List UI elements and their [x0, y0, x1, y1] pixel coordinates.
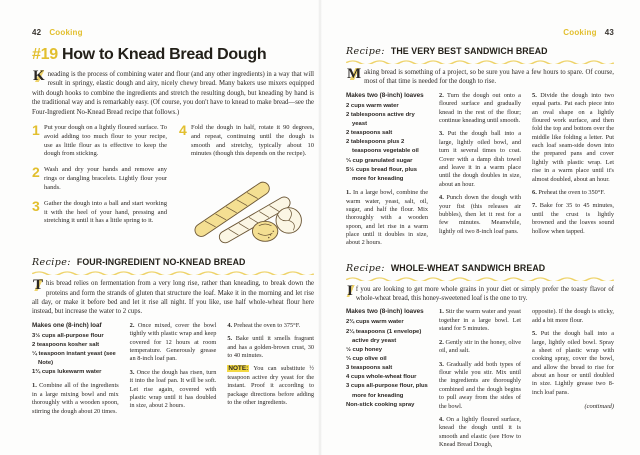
page-right: [320, 0, 640, 455]
recipe-yield: Makes two (8-inch) loaves: [346, 308, 424, 316]
recipe-col-1: [32, 322, 119, 421]
page-header-left: [32, 28, 314, 37]
recipe-col-1: [346, 308, 428, 454]
recipe-sandwich: [346, 46, 614, 253]
step-number: 4: [179, 121, 187, 138]
ingredient: 3 teaspoons salt: [346, 365, 393, 372]
recipe-col-2: [130, 322, 217, 421]
recipe-label: Recipe:: [346, 262, 385, 274]
recipe-col-3: [532, 92, 614, 253]
recipe-step: 3. Put the dough ball into a large, lightly oiled bowl, and turn it several times to coat. Cover with a damp dish towel and leave it in a warm place until the dough doubles in size, about an hour.: [439, 130, 521, 188]
step-number: 5.: [227, 335, 233, 343]
page-gutter: [318, 0, 322, 455]
ingredient: Non-stick cooking spray: [346, 401, 415, 408]
step-number: 7.: [532, 202, 537, 210]
recipe-title: FOUR-INGREDIENT NO-KNEAD BREAD: [76, 257, 246, 268]
recipe-yield: Makes one (8-inch) loaf: [32, 321, 102, 329]
wavy-divider-icon: [346, 276, 614, 281]
recipe-intro: T his bread relies on fermentation from a very long rise, rather than kneading, to break down the proteins and form the strands of gluten that structure the loaf. Make it in the morning and let rise all day, or make it before bed and let it rise all night. If you like, use half whole-wheat flour here instead, but increase the water to 2 cups.: [32, 277, 314, 316]
article-steps-col-2: [179, 121, 314, 244]
recipe-label: Recipe:: [346, 46, 385, 57]
recipe-whole-wheat: [346, 263, 614, 455]
recipe-columns: [346, 308, 614, 454]
step-number: 3.: [439, 360, 444, 368]
recipe-title: WHOLE-WHEAT SANDWICH BREAD: [390, 262, 546, 273]
ingredient-list: [346, 318, 428, 409]
recipe-label: Recipe:: [32, 257, 71, 269]
recipe-step: 1. In a large bowl, combine the warm water, yeast, salt, oil, sugar, and half the flour. Mix thoroughly with a wooden spoon, and let rise in a warm place until it doubles in size, about 2 hours.: [346, 189, 428, 247]
ingredient: ⅓ cup olive oil: [346, 356, 387, 362]
recipe-yield: Makes two (8-inch) loaves: [346, 91, 424, 99]
recipe-columns: [346, 92, 614, 253]
step-number: 5.: [532, 330, 537, 338]
recipe-step: 4. On a lightly floured surface, knead the dough until it is smooth and elastic (see How to Knead Bread Dough,: [439, 415, 521, 449]
dropcap: K: [33, 68, 45, 84]
step-number: 5.: [532, 91, 537, 99]
recipe-step-continuation: opposite). If the dough is sticky, add a bit more flour.: [532, 308, 614, 324]
ingredient: 3½ cups all-purpose flour: [32, 332, 104, 339]
ingredient: ⅓ cup granulated sugar: [346, 157, 413, 164]
article-steps-col-1: [32, 121, 167, 244]
article-step: 2 Wash and dry your hands and remove any rings or dangling bracelets. Lightly flour your hands.: [32, 164, 167, 191]
dropcap: M: [347, 66, 362, 82]
recipe-step: 4. Preheat the oven to 375°F.: [227, 321, 301, 329]
article-steps: [32, 121, 314, 244]
recipe-col-3: [227, 322, 314, 421]
page-number: 42: [32, 28, 42, 37]
continued-marker: (continued): [584, 403, 614, 411]
ingredient: 4 cups whole-wheat flour: [346, 374, 417, 381]
step-number: 4.: [439, 415, 444, 423]
step-number: 4.: [227, 321, 233, 329]
recipe-col-3: [532, 308, 614, 454]
wavy-divider-icon: [32, 270, 314, 275]
recipe-step: 2. Gently stir in the honey, olive oil, and salt.: [439, 338, 521, 355]
recipe-step: 7. Bake for 35 to 45 minutes, until the crust is lightly browned and the loaves sound hollow when tapped.: [532, 202, 614, 235]
ingredient-list: [32, 332, 119, 378]
recipe-heading: [346, 46, 614, 57]
step-number: 2.: [439, 91, 444, 99]
page-number: 43: [604, 28, 614, 37]
recipe-intro: I f you are looking to get more whole grains in your diet or simply prefer the toasty flavor of whole-wheat bread, this honey-sweetened loaf is the one to try.: [347, 282, 614, 303]
step-number: 6.: [532, 188, 537, 196]
dropcap: I: [347, 282, 353, 299]
recipe-step: 6. Preheat the oven to 350°F.: [532, 188, 605, 196]
bread-loaves-illustration-icon: [183, 166, 311, 244]
recipe-heading: [32, 257, 314, 268]
recipe-col-2: [439, 308, 521, 454]
article-title-text: How to Knead Bread Dough: [61, 46, 267, 63]
recipe-step: 2. Once mixed, cover the bowl tightly with plastic wrap and keep covered for 12 hours at room temperature. Generously grease an 8-inch loaf pan.: [129, 321, 217, 363]
page-header-right: [346, 28, 614, 37]
recipe-step: 1. Combine all of the ingredients in a large mixing bowl and mix thoroughly with a wooden spoon, stirring the dough about 20 times.: [32, 382, 119, 415]
recipe-columns: [32, 322, 314, 421]
recipe-note: NOTE: You can substitute ½ teaspoon active dry yeast for the instant. Proof it according to package directions before adding to the other ingredients.: [227, 365, 315, 407]
ingredient: ½ cup honey: [346, 346, 383, 353]
ingredient: 2¾ cups warm water: [346, 319, 404, 326]
recipe-step: 2. Turn the dough out onto a floured surface and gradually knead in the rest of the flour; continue kneading until smooth.: [439, 91, 521, 124]
article-intro: K neading is the process of combining water and flour (and any other ingredients) in a way that will result in springy, elastic dough and airy, nicely chewy bread. Many bakers use mixers equipped with dough hooks to combine the ingredients and stretch the resulting dough, but kneading by hand is the traditional way and is remarkably easy. (Of course, you don't have to knead to make bread—see the Four-Ingredient No-Knead Bread recipe that follows.): [32, 68, 314, 116]
recipe-col-1: [346, 92, 428, 253]
step-number: 4.: [439, 194, 444, 202]
recipe-no-knead: [32, 257, 314, 421]
step-number: 1.: [439, 308, 444, 316]
recipe-step: 4. Punch down the dough with your fist (this releases air bubbles), then let it rest for a few minutes. Meanwhile, lightly oil two 8-inch loaf pans.: [439, 194, 521, 235]
section-label: Cooking: [49, 28, 83, 37]
ingredient: 2 teaspoons kosher salt: [32, 341, 100, 348]
step-number: 2.: [439, 338, 444, 346]
dropcap: T: [33, 277, 44, 294]
step-number: 2: [32, 164, 40, 181]
article-title: [32, 46, 314, 64]
article-step: 3 Gather the dough into a ball and start working it with the heel of your hand, pressing and stretching it until it has a little spring to it.: [32, 197, 167, 225]
ingredient: 2 teaspoons salt: [346, 130, 393, 137]
ingredient: 2 cups warm water: [346, 102, 399, 109]
step-number: 3.: [439, 130, 444, 138]
recipe-step: 3. Gradually add both types of flour while you stir. Mix until the ingredients are thoroughly combined and the dough begins to pull away from the sides of the bowl.: [439, 360, 521, 410]
step-number: 2.: [129, 321, 135, 329]
ingredient: 2 tablespoons plus 2 teaspoons vegetable oil: [346, 139, 419, 155]
ingredient: 1¾ cups lukewarm water: [32, 369, 102, 376]
ingredient: 2¼ teaspoons (1 envelope) active dry yeast: [346, 328, 422, 344]
recipe-col-2: [439, 92, 521, 253]
ingredient-list: [346, 102, 428, 184]
step-number: 1.: [32, 382, 37, 390]
recipe-step: 5. Put the dough ball into a large, lightly oiled bowl. Spray a sheet of plastic wrap with cooking spray, cover the bowl, and allow the bread to rise for about an hour or until doubled in size. Lightly grease two 8-inch loaf pans.: [532, 330, 614, 396]
recipe-title: THE VERY BEST SANDWICH BREAD: [390, 46, 548, 56]
note-label: NOTE:: [228, 365, 249, 373]
recipe-heading: [346, 263, 614, 274]
article-number: #19: [32, 46, 58, 63]
step-number: 1: [32, 121, 40, 138]
section-label: Cooking: [563, 28, 597, 37]
step-number: 1.: [346, 189, 351, 197]
recipe-step: 5. Divide the dough into two equal parts. Pat each piece into an oval shape on a lightly floured work surface, and then fold the top and bottom over the middle like folding a letter. Put each loaf seam-side down into the prepared pans and cover lightly with plastic wrap. Let rise in a warm place until it's almost doubled, about an hour.: [532, 91, 614, 183]
ingredient: 3 cups all-purpose flour, plus more for kneading: [346, 383, 428, 399]
ingredient: 2 tablespoons active dry yeast: [346, 111, 415, 128]
recipe-step: 1. Stir the warm water and yeast together in a large bowl. Let stand for 5 minutes.: [439, 308, 522, 333]
wavy-divider-icon: [346, 59, 614, 64]
ingredient: ¼ teaspoon instant yeast (see Note): [32, 350, 116, 367]
ingredient: 5½ cups bread flour, plus more for kneading: [346, 166, 418, 182]
recipe-step: 3. Once the dough has risen, turn it into the loaf pan. It will be soft. Let rise again, covered with plastic wrap until it has doubled in size, about 2 hours.: [129, 368, 217, 410]
article-step: 4 Fold the dough in half, rotate it 90 degrees, and repeat, continuing until the dough is smooth and stretchy, typically about 10 minutes (though this depends on the recipe).: [179, 121, 314, 158]
step-number: 3.: [129, 368, 135, 376]
recipe-intro: M aking bread is something of a project, so be sure you have a few hours to spare. Of course, most of that time is needed for the dough to rise.: [347, 66, 614, 86]
article-step: 1 Put your dough on a lightly floured surface. To avoid adding too much flour to your recipe, use as little flour as is effective to keep the dough from sticking.: [32, 121, 167, 158]
step-number: 3: [32, 197, 40, 214]
recipe-step: 5. Bake until it smells fragrant and has a golden-brown crust, 30 to 40 minutes.: [227, 335, 315, 360]
